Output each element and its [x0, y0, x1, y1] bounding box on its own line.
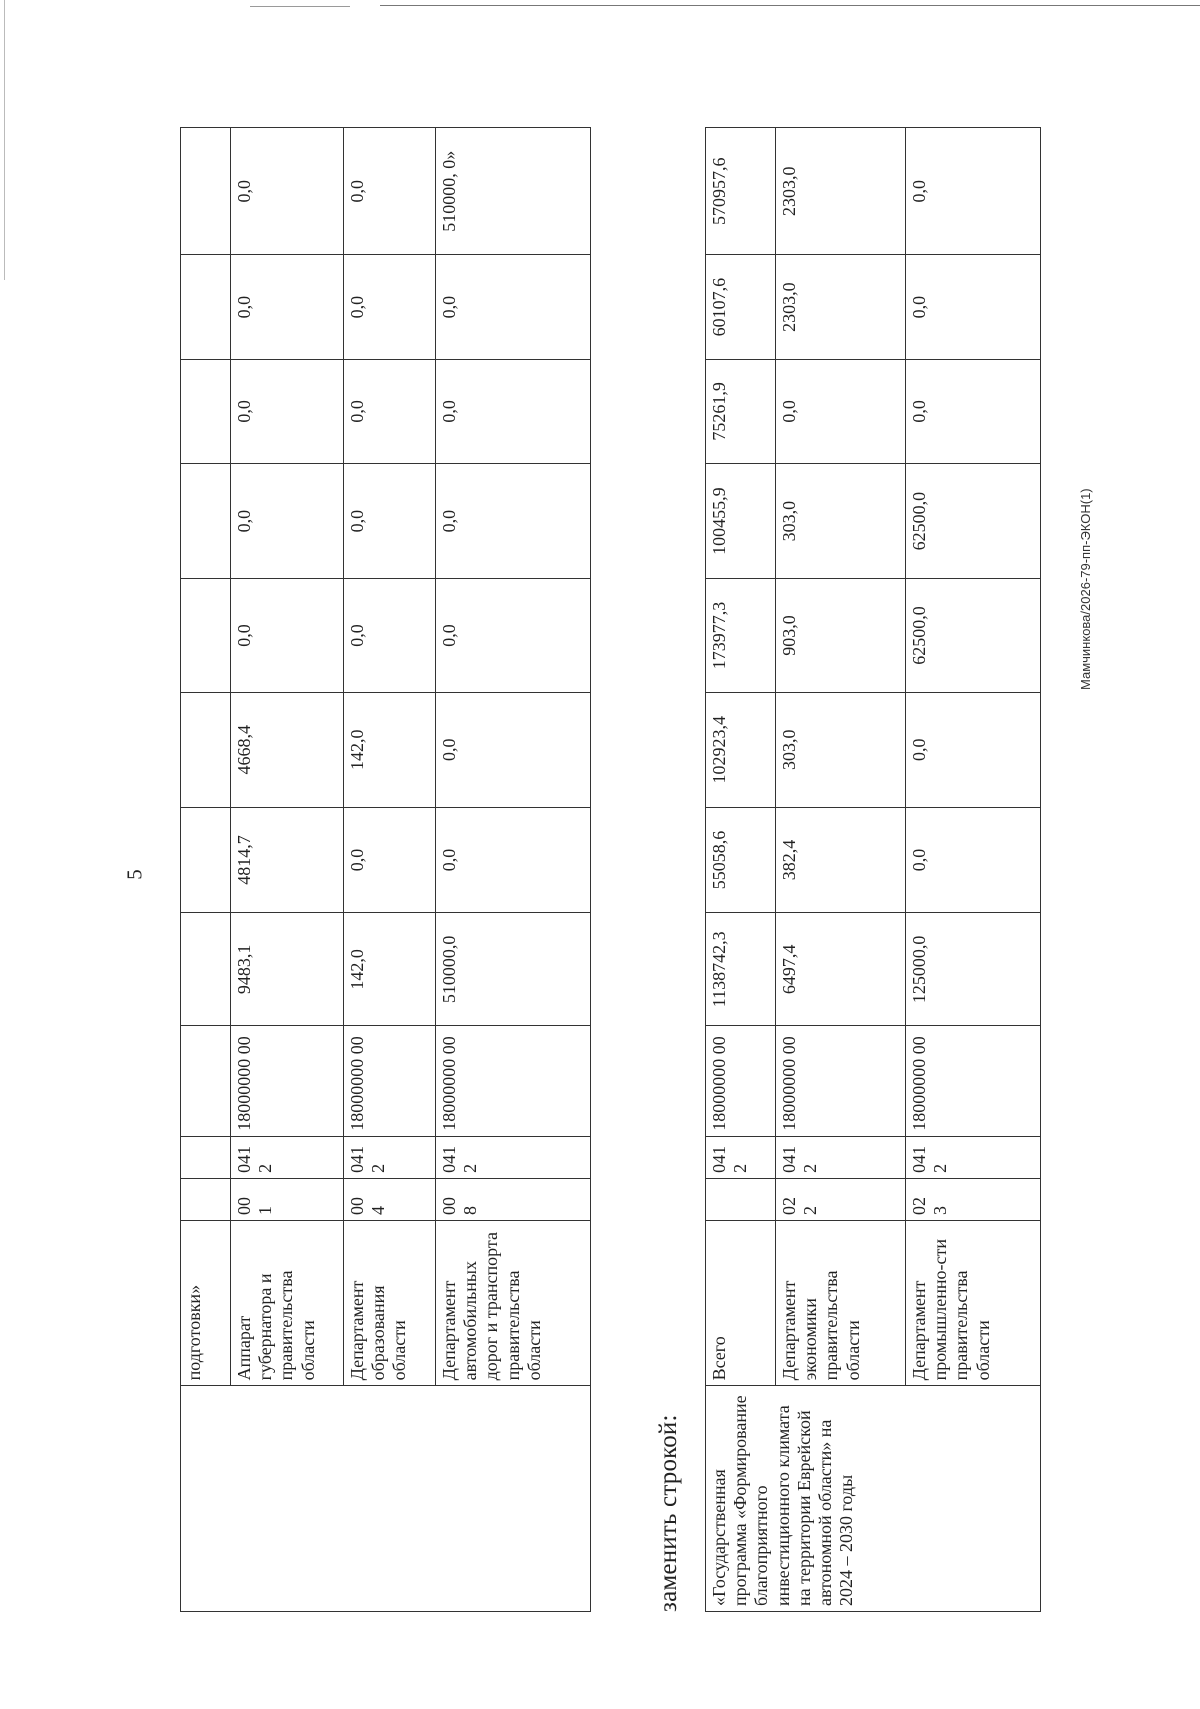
value-cell: 62500,0: [906, 579, 1041, 692]
value-cell: 142,0: [344, 692, 436, 807]
budget-table-previous: [180, 127, 591, 1612]
value-cell: 0,0: [231, 463, 344, 578]
page-number: 5: [122, 869, 147, 880]
grbs-code: 02 2: [776, 1178, 906, 1220]
value-cell: 4668,4: [231, 692, 344, 807]
value-cell: 0,0: [776, 359, 906, 463]
value-cell: 0,0: [906, 807, 1041, 912]
value-cell: 903,0: [776, 579, 906, 692]
replace-with-row-caption: заменить строкой:: [655, 1414, 682, 1612]
section-code: 041 2: [344, 1136, 436, 1178]
row-name-cell: Департамент экономики правительства области: [776, 1220, 906, 1385]
value-cell: 55058,6: [706, 807, 776, 912]
scan-edge-line: [250, 6, 350, 7]
section-code: 041 2: [231, 1136, 344, 1178]
section-code: 041 2: [706, 1136, 776, 1178]
scan-edge-line: [4, 0, 5, 280]
value-cell: 0,0: [436, 692, 591, 807]
section-code: 041 2: [906, 1136, 1041, 1178]
section-code: 041 2: [776, 1136, 906, 1178]
scan-edge-line: [380, 5, 1200, 6]
table-row: [181, 128, 231, 1612]
value-cell: 0,0: [344, 463, 436, 578]
value-cell: 0,0: [344, 128, 436, 255]
row-name-cell: Аппарат губернатора и правительства области: [231, 1220, 344, 1385]
value-cell: 100455,9: [706, 463, 776, 578]
program-name-cell: «Государственная программа «Формирование благоприятного инвестиционного климата на территории Еврейской автономной области» на 2024 – 2030 годы: [706, 1386, 1041, 1612]
value-cell: 0,0: [344, 579, 436, 692]
value-cell: 0,0: [906, 255, 1041, 359]
value-cell: 0,0: [344, 807, 436, 912]
value-cell: 0,0: [231, 579, 344, 692]
value-cell: 0,0: [436, 463, 591, 578]
target-article-code: 18000000 00: [906, 1026, 1041, 1136]
document-code-footer: Мамчинкова/2026-79-пп-ЭКОН(1): [1078, 488, 1093, 690]
value-cell: 303,0: [776, 463, 906, 578]
value-cell: 60107,6: [706, 255, 776, 359]
value-cell: 0,0: [436, 579, 591, 692]
row-name-cell: Департамент образования области: [344, 1220, 436, 1385]
row-name-cell: Департамент промышленно-сти правительства области: [906, 1220, 1041, 1385]
value-cell: 0,0: [436, 359, 591, 463]
target-article-code: 18000000 00: [231, 1026, 344, 1136]
section-code: 041 2: [436, 1136, 591, 1178]
value-cell: 9483,1: [231, 913, 344, 1026]
grbs-code: [706, 1178, 776, 1220]
row-name-cell: Департамент автомобильных дорог и транспорта правительства области: [436, 1220, 591, 1385]
grbs-code: 02 3: [906, 1178, 1041, 1220]
value-cell: 0,0: [231, 255, 344, 359]
value-cell: 0,0: [231, 359, 344, 463]
value-cell: 510000,0: [436, 913, 591, 1026]
value-cell: 0,0: [906, 359, 1041, 463]
landscape-page-content: [180, 127, 1070, 1612]
value-cell: 0,0: [906, 128, 1041, 255]
value-cell: 0,0: [231, 128, 344, 255]
target-article-code: 18000000 00: [776, 1026, 906, 1136]
value-cell: 303,0: [776, 692, 906, 807]
program-cell-empty: [181, 1386, 591, 1612]
value-cell: 62500,0: [906, 463, 1041, 578]
value-cell: 2303,0: [776, 128, 906, 255]
value-cell: 4814,7: [231, 807, 344, 912]
grbs-code: 00 1: [231, 1178, 344, 1220]
target-article-code: 18000000 00: [436, 1026, 591, 1136]
target-article-code: 18000000 00: [706, 1026, 776, 1136]
row-name-cell: Всего: [706, 1220, 776, 1385]
value-cell: 0,0: [436, 255, 591, 359]
table-row: [706, 128, 776, 1612]
budget-table-replacement: [705, 127, 1041, 1612]
value-cell: 1138742,3: [706, 913, 776, 1026]
grbs-code: 00 8: [436, 1178, 591, 1220]
value-cell: 0,0: [344, 359, 436, 463]
value-cell: 125000,0: [906, 913, 1041, 1026]
value-cell: 0,0: [344, 255, 436, 359]
value-cell: 0,0: [436, 807, 591, 912]
value-cell: 382,4: [776, 807, 906, 912]
value-cell: 2303,0: [776, 255, 906, 359]
value-cell: 75261,9: [706, 359, 776, 463]
value-cell: 570957,6: [706, 128, 776, 255]
value-cell: 173977,3: [706, 579, 776, 692]
value-cell: 142,0: [344, 913, 436, 1026]
target-article-code: 18000000 00: [344, 1026, 436, 1136]
value-cell: 0,0: [906, 692, 1041, 807]
grbs-code: 00 4: [344, 1178, 436, 1220]
value-cell: 102923,4: [706, 692, 776, 807]
row-name-cell: подготовки»: [181, 1220, 231, 1385]
value-cell: 510000, 0»: [436, 128, 591, 255]
value-cell: 6497,4: [776, 913, 906, 1026]
